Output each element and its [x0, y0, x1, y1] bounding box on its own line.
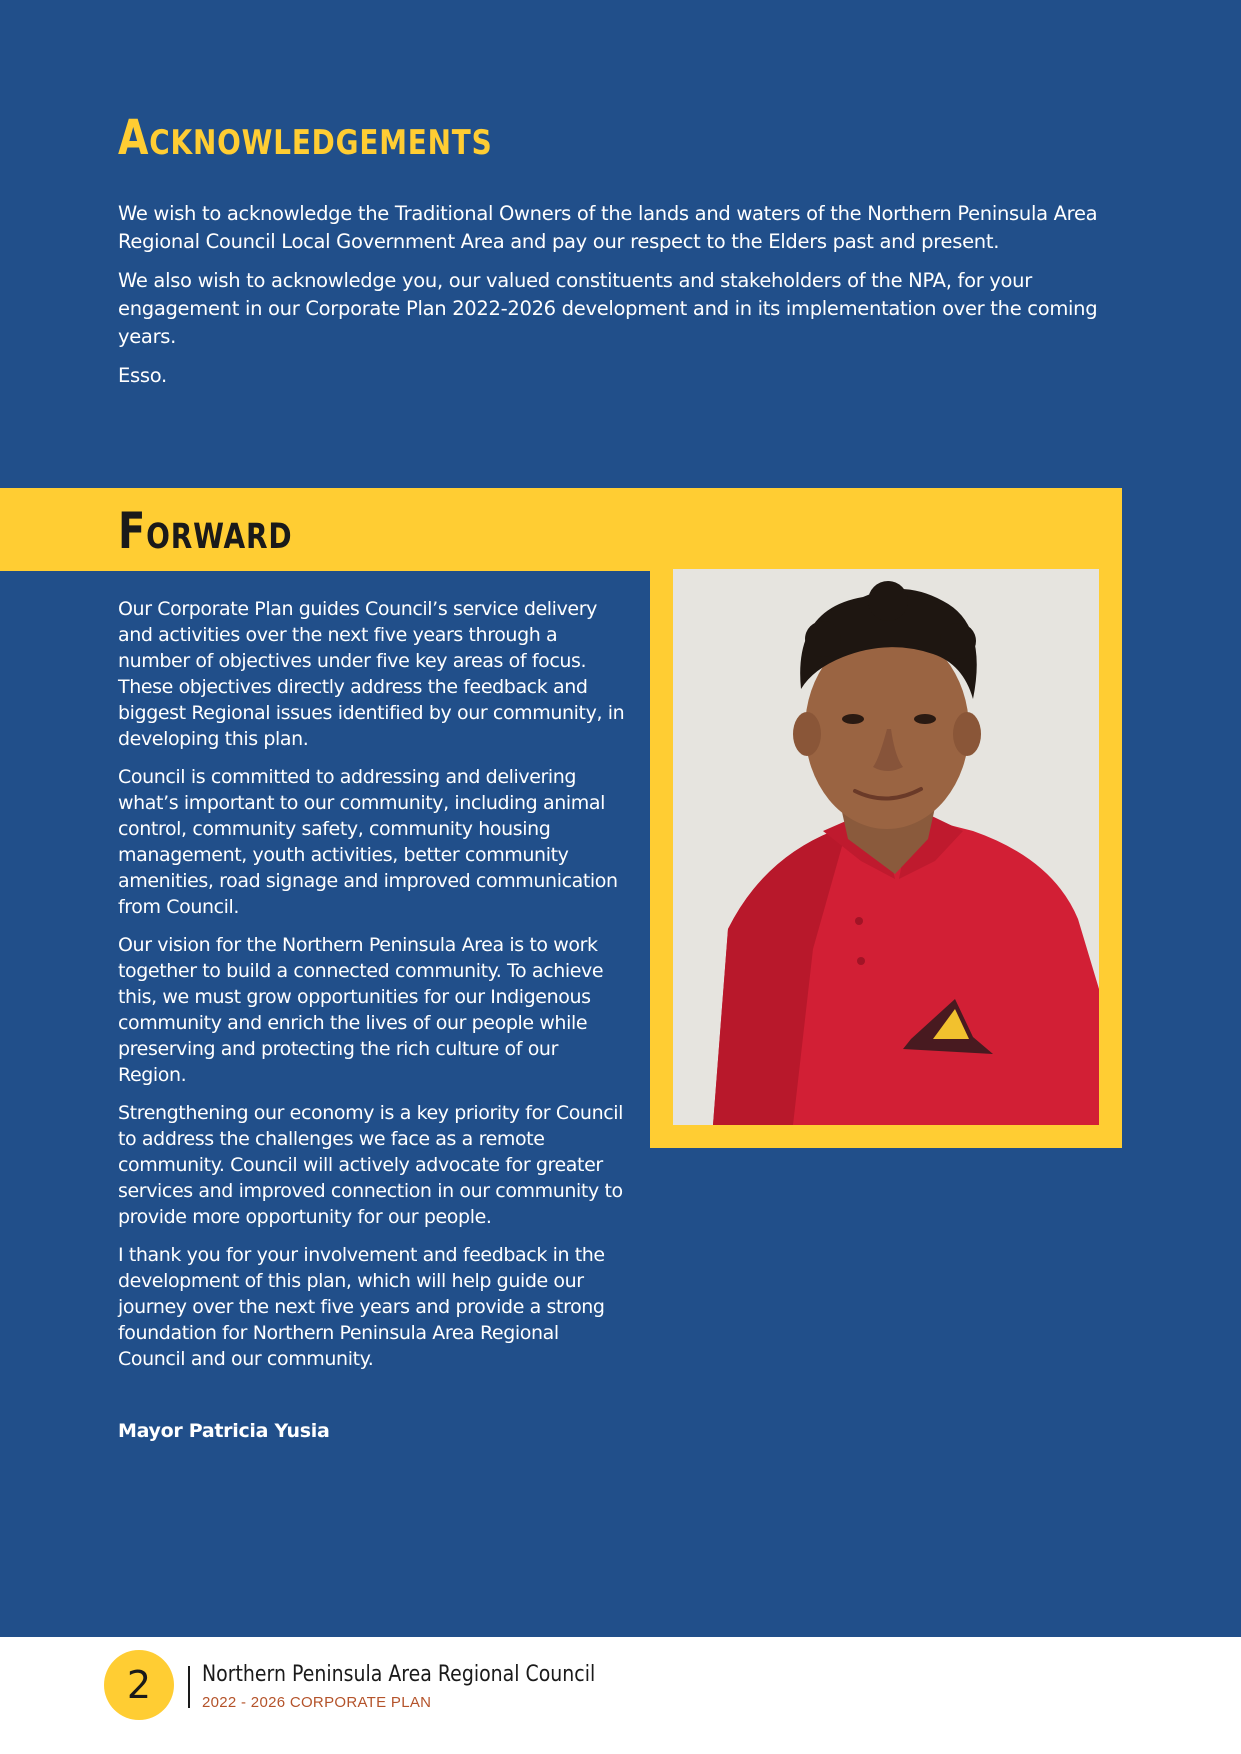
mayor-signature: Mayor Patricia Yusia [118, 1420, 330, 1442]
footer-plan-title: 2022 - 2026 CORPORATE PLAN [202, 1694, 432, 1711]
forward-paragraph: Our Corporate Plan guides Council’s service delivery and activities over the next five years through a number of objectives under five key areas of focus. These objectives directly address the feedback and biggest Regional issues identified by our community, in developing this plan. [118, 598, 625, 750]
acknowledgements-body [118, 200, 1118, 401]
forward-paragraph: I thank you for your involvement and feedback in the development of this plan, which will help guide our journey over the next five years and provide a strong foundation for Northern Peninsula Area Regional Council and our community. [118, 1244, 605, 1370]
page-number-badge: 2 [104, 1650, 174, 1720]
forward-heading: Forward [118, 502, 293, 560]
forward-paragraph: Strengthening our economy is a key priority for Council to address the challenges we face as a remote community. Council will actively advocate for greater services and improved connection in our community to provide more opportunity for our people. [118, 1102, 624, 1228]
forward-body [118, 596, 628, 1384]
footer-divider [188, 1666, 190, 1708]
mayor-photo [673, 569, 1099, 1125]
acknowledgements-closing: Esso. [118, 364, 167, 387]
acknowledgements-paragraph: We also wish to acknowledge you, our valued constituents and stakeholders of the NPA, for your engagement in our Corporate Plan 2022-2026 development and in its implementation over the coming years. [118, 269, 1098, 348]
acknowledgements-heading: Acknowledgements [118, 110, 493, 166]
forward-paragraph: Our vision for the Northern Peninsula Area is to work together to build a connected community. To achieve this, we must grow opportunities for our Indigenous community and enrich the lives of our people while preserving and protecting the rich culture of our Region. [118, 934, 604, 1086]
footer-organization: Northern Peninsula Area Regional Council [202, 1662, 596, 1687]
forward-paragraph: Council is committed to addressing and delivering what’s important to our community, including animal control, community safety, community housing management, youth activities, better community amenities, road signage and improved communication from Council. [118, 766, 618, 918]
acknowledgements-paragraph: We wish to acknowledge the Traditional Owners of the lands and waters of the Northern Peninsula Area Regional Council Local Government Area and pay our respect to the Elders past and present. [118, 202, 1098, 253]
